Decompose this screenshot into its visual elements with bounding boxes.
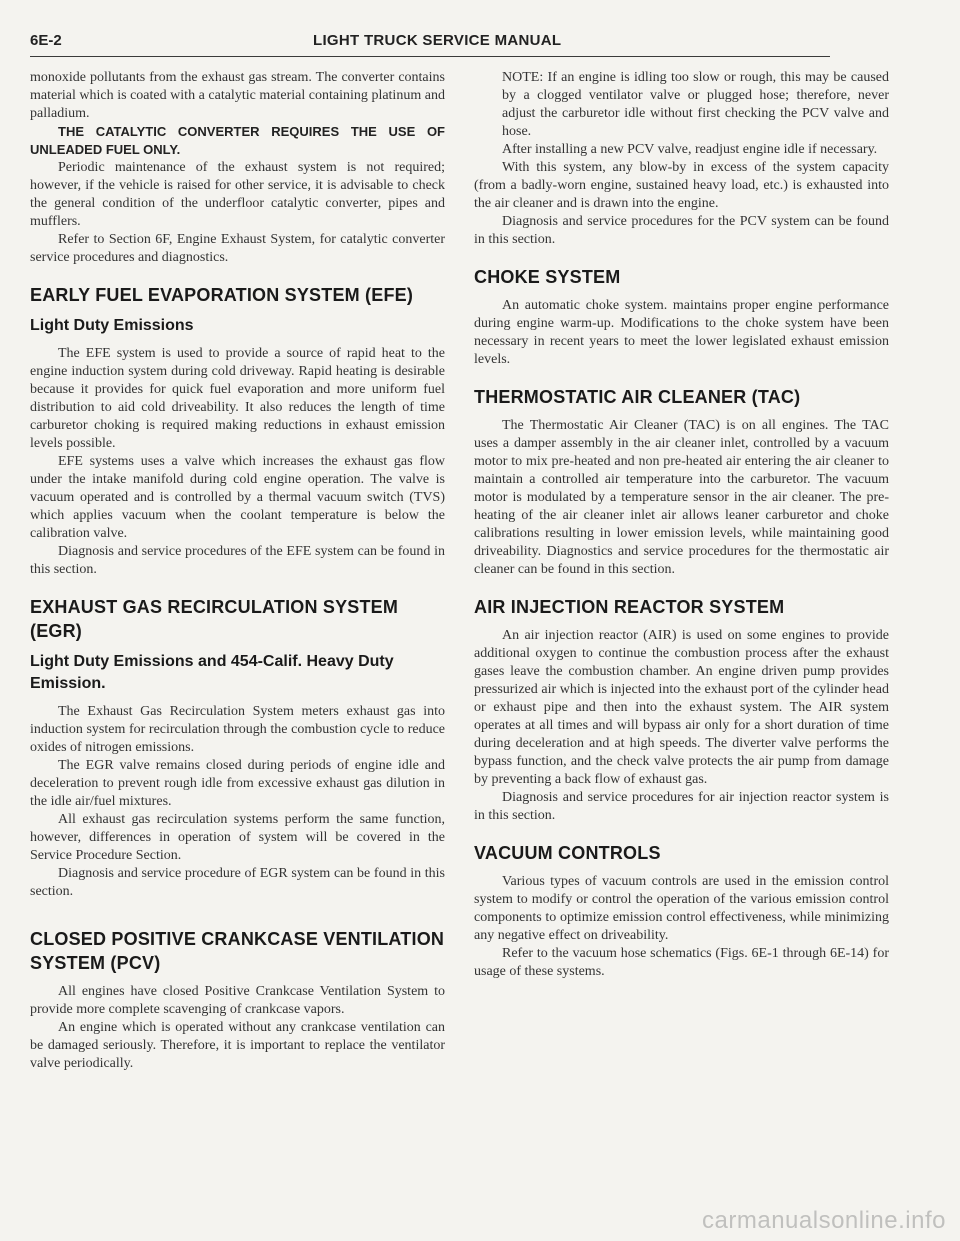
subheading-efe: Light Duty Emissions xyxy=(30,317,194,334)
paragraph: After installing a new PCV valve, readjust engine idle if necessary. xyxy=(502,142,878,157)
paragraph: EFE systems uses a valve which increases the exhaust gas flow under the intake manifold during cold engine operation. The valve is vacuum operated and is controlled by a thermal vacuum switch (TVS) which applies vacuum when the coolant temperature is below the calibration valve. xyxy=(30,454,445,541)
paragraph: All engines have closed Positive Crankcase Ventilation System to provide more complete scavenging of crankcase vapors. xyxy=(30,984,445,1017)
page-number: 6E-2 xyxy=(30,32,62,49)
section-heading-efe: EARLY FUEL EVAPORATION SYSTEM (EFE) xyxy=(30,285,414,305)
right-column xyxy=(474,69,889,981)
paragraph: Refer to the vacuum hose schematics (Figs. 6E-1 through 6E-14) for usage of these systems. xyxy=(474,946,889,979)
page-header xyxy=(30,30,830,57)
pcv-note: NOTE: If an engine is idling too slow or rough, this may be caused by a clogged ventilator valve or plugged hose; therefore, never adjust the carburetor idle without first checking the PCV valve and hose. xyxy=(502,70,889,139)
paragraph: The EGR valve remains closed during periods of engine idle and deceleration to prevent rough idle from excessive exhaust gas dilution in the idle air/fuel mixtures. xyxy=(30,758,445,809)
section-heading-air: AIR INJECTION REACTOR SYSTEM xyxy=(474,597,785,617)
paragraph: Periodic maintenance of the exhaust system is not required; however, if the vehicle is raised for other service, it is advisable to check the general condition of the underfloor catalytic converter, pipes and mufflers. xyxy=(30,160,445,229)
paragraph: Refer to Section 6F, Engine Exhaust System, for catalytic converter service procedures and diagnostics. xyxy=(30,232,445,265)
paragraph: Various types of vacuum controls are used in the emission control system to modify or control the operation of the various emission control components to optimize emission control effectiveness, while minimizing any negative effect on driveability. xyxy=(474,874,889,943)
section-heading-vacuum: VACUUM CONTROLS xyxy=(474,843,661,863)
paragraph: Diagnosis and service procedure of EGR system can be found in this section. xyxy=(30,866,445,899)
left-column xyxy=(30,69,445,1073)
paragraph: All exhaust gas recirculation systems perform the same function, however, differences in operation of system will be covered in the Service Procedure Section. xyxy=(30,812,445,863)
paragraph: Diagnosis and service procedures of the EFE system can be found in this section. xyxy=(30,544,445,577)
running-title: LIGHT TRUCK SERVICE MANUAL xyxy=(313,32,562,49)
unleaded-fuel-warning: THE CATALYTIC CONVERTER REQUIRES THE USE OF UNLEADED FUEL ONLY. xyxy=(30,124,445,157)
paragraph: Diagnosis and service procedures for the PCV system can be found in this section. xyxy=(474,214,889,247)
paragraph: The Exhaust Gas Recirculation System meters exhaust gas into induction system for recirculation through the combustion cycle to reduce oxides of nitrogen emissions. xyxy=(30,704,445,755)
subheading-egr: Light Duty Emissions and 454-Calif. Heavy Duty Emission. xyxy=(30,653,394,692)
paragraph: The EFE system is used to provide a source of rapid heat to the engine induction system during cold driveway. Rapid heating is desirable because it provides for quick fuel evaporation and more uniform fuel distribution to aid cold driveability. It also reduces the length of time carburetor choking is required making reductions in exhaust emission levels possible. xyxy=(30,346,445,451)
paragraph: An automatic choke system. maintains proper engine performance during engine warm-up. Modifications to the choke system have been necessary in recent years to meet the lower legislated exhaust emission levels. xyxy=(474,298,889,367)
section-heading-egr: EXHAUST GAS RECIRCULATION SYSTEM (EGR) xyxy=(30,597,399,641)
paragraph: monoxide pollutants from the exhaust gas stream. The converter contains material which is coated with a catalytic material containing platinum and palladium. xyxy=(30,70,445,121)
section-heading-pcv: CLOSED POSITIVE CRANKCASE VENTILATION SYSTEM (PCV) xyxy=(30,929,445,973)
paragraph: With this system, any blow-by in excess of the system capacity (from a badly-worn engine, sustained heavy load, etc.) is exhausted into the air cleaner and is drawn into the engine. xyxy=(474,160,889,211)
section-heading-tac: THERMOSTATIC AIR CLEANER (TAC) xyxy=(474,387,801,407)
paragraph: The Thermostatic Air Cleaner (TAC) is on all engines. The TAC uses a damper assembly in the air cleaner inlet, controlled by a vacuum motor to mix pre-heated and non pre-heated air entering the air cleaner to maintain a controlled air temperature into the carburetor. The vacuum motor is modulated by a temperature sensor in the air cleaner. The pre-heating of the air cleaner inlet air allows leaner carburetor and choke calibrations resulting in lower emission levels, while maintaining good driveability. Diagnostics and service procedures for the thermostatic air cleaner can be found in this section. xyxy=(474,418,889,577)
paragraph: Diagnosis and service procedures for air injection reactor system is in this section. xyxy=(474,790,889,823)
paragraph: An engine which is operated without any crankcase ventilation can be damaged seriously. Therefore, it is important to replace the ventilator valve periodically. xyxy=(30,1020,445,1071)
paragraph: An air injection reactor (AIR) is used on some engines to provide additional oxygen to continue the combustion process after the exhaust gases leave the combustion chamber. An engine driven pump provides pressurized air which is injected into the exhaust port of the cylinder head or exhaust pipe and then into the exhaust system. The AIR system operates at all times and will bypass air only for a short duration of time during deceleration and at high speeds. The diverter valve performs the bypass function, and the check valve protects the air pump from damage by preventing a back flow of exhaust gas. xyxy=(474,628,889,787)
site-watermark: carmanualsonline.info xyxy=(702,1207,946,1234)
section-heading-choke: CHOKE SYSTEM xyxy=(474,267,621,287)
